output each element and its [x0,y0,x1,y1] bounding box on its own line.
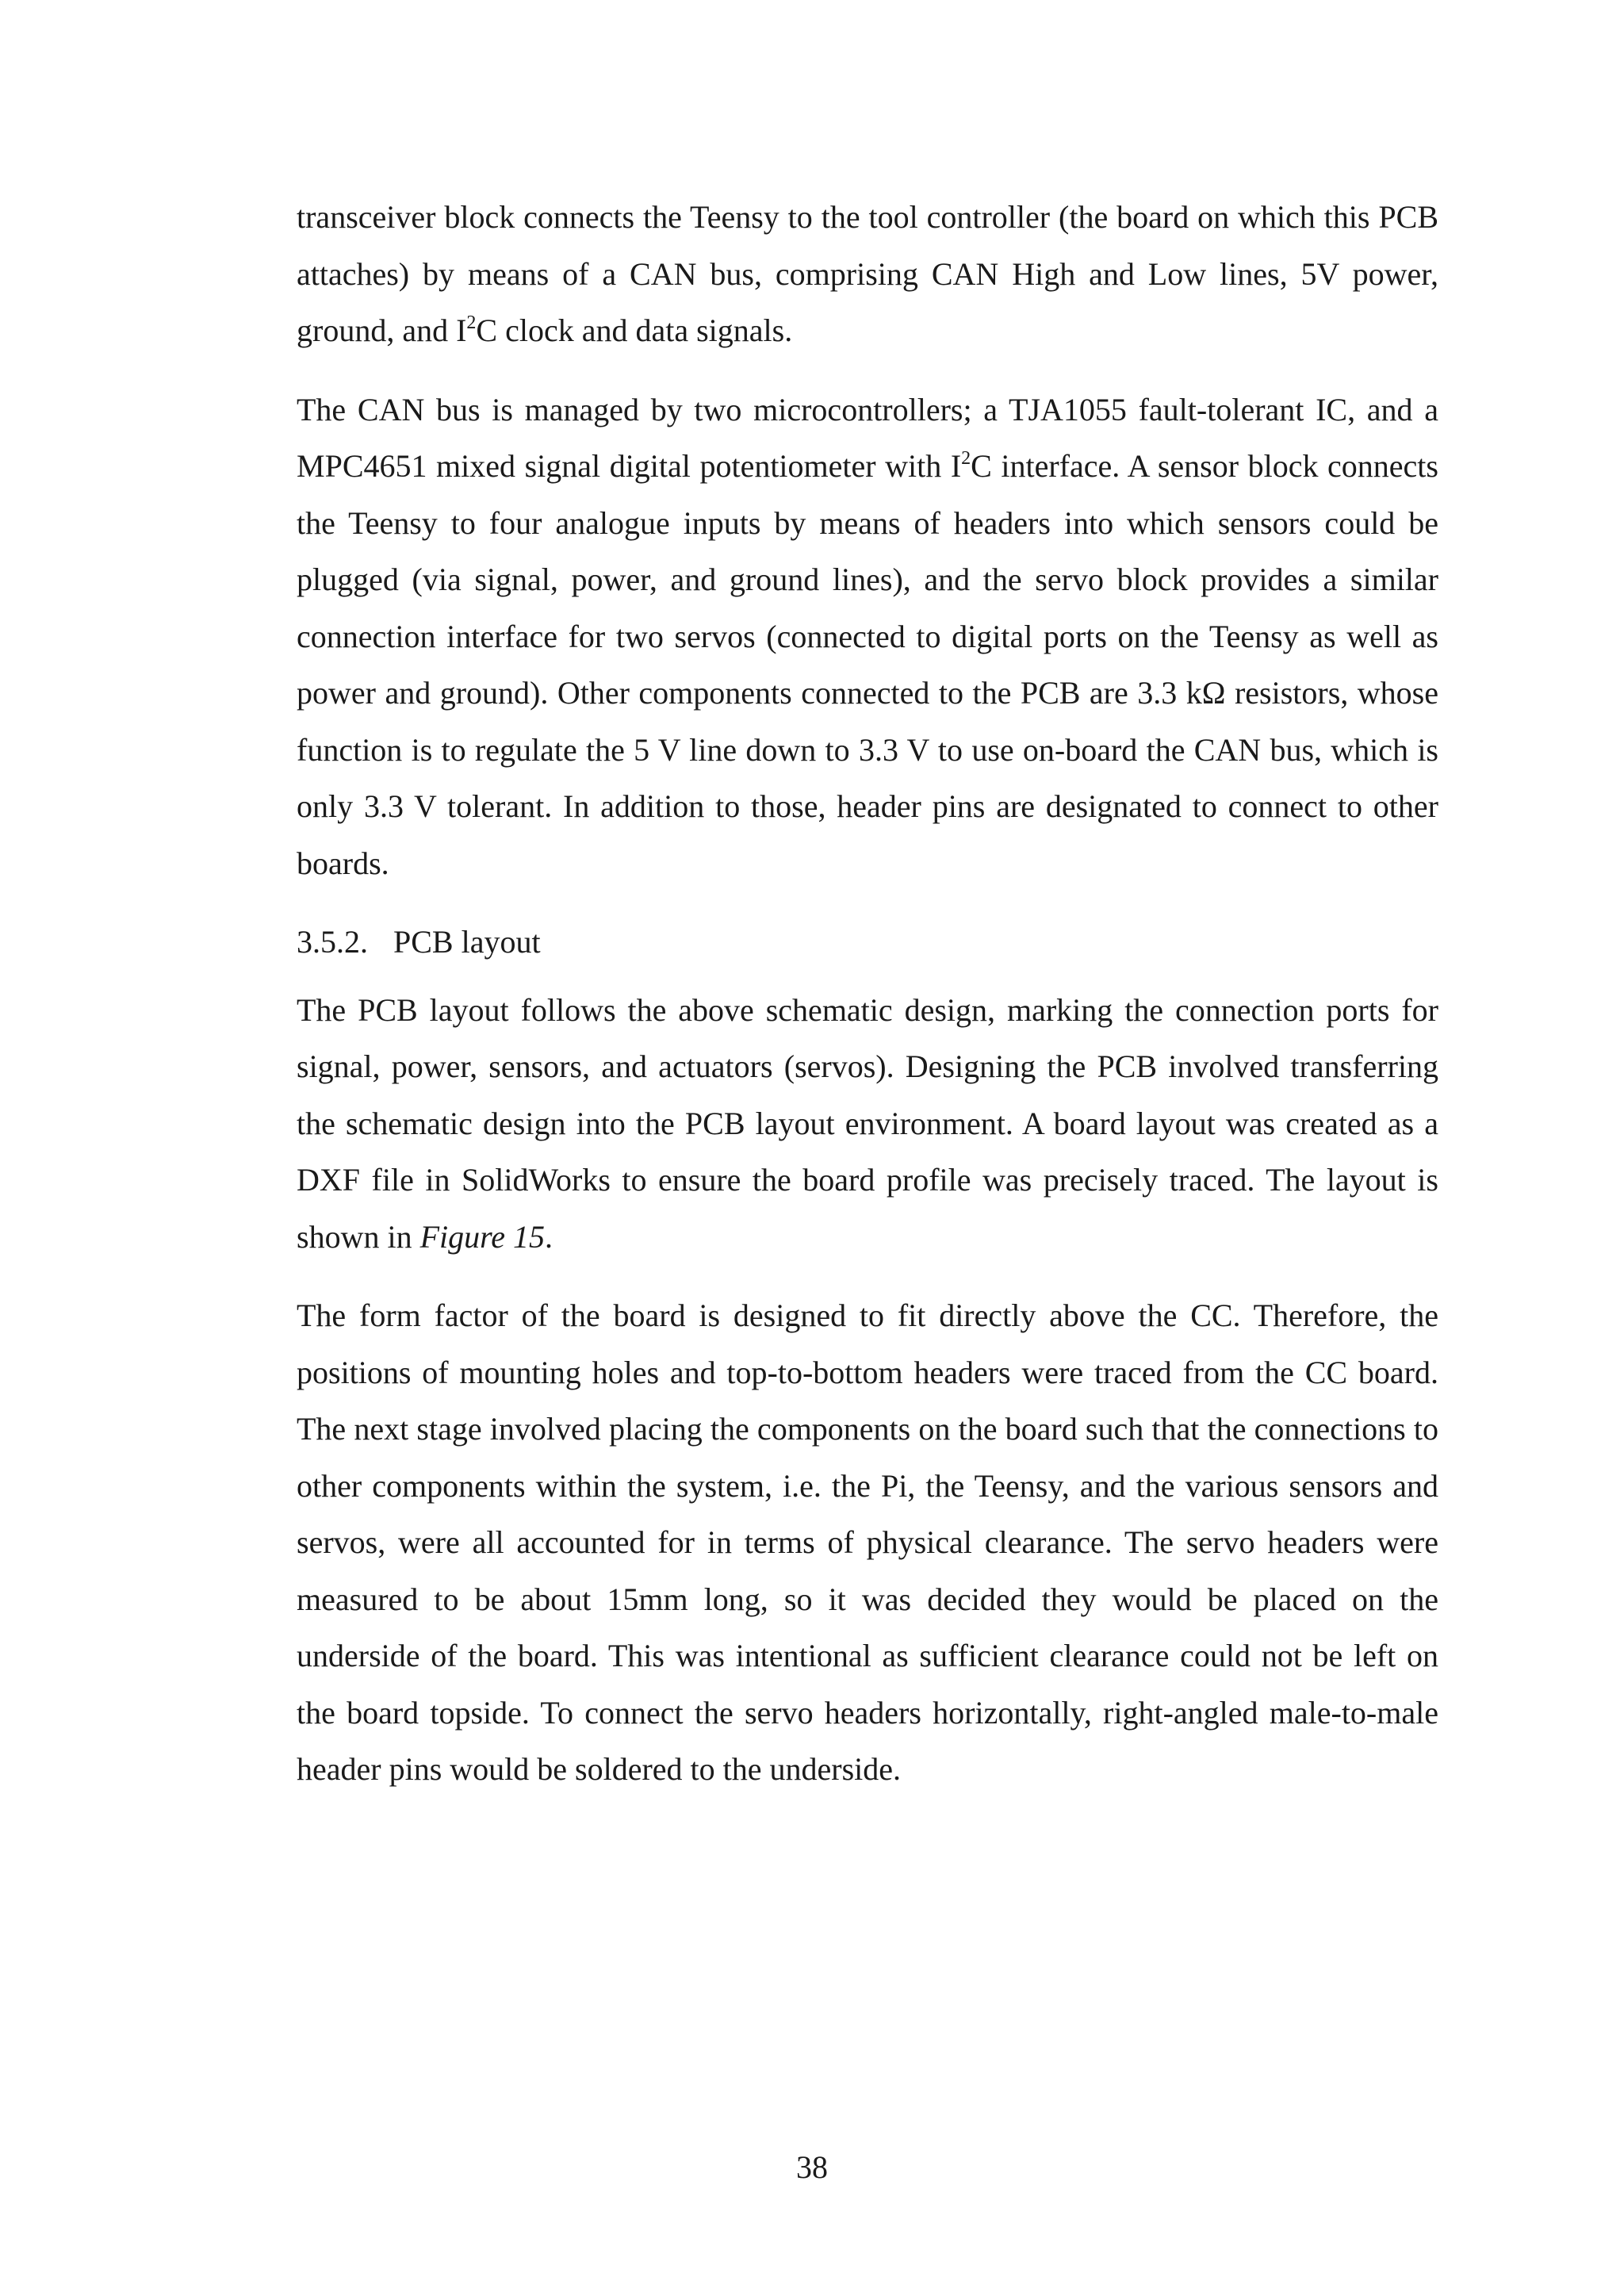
section-heading [297,914,1438,971]
page-body [297,189,1438,1798]
paragraph-form-factor [297,1287,1438,1798]
section-title: PCB layout [393,924,541,960]
paragraph-text: The CAN bus is managed by two microcontrollers; a TJA1055 fault-tolerant IC, and a MPC4651 mixed signal digital potentiometer with I [297,391,1438,484]
paragraph-text: C interface. A sensor block connects the Teensy to four analogue inputs by means of headers into which sensors could be plugged (via signal, power, and ground lines), and the servo block provides a similar connection interface for two servos (connected to digital ports on the Teensy as well as power and ground). Other components connected to the PCB are 3.3 kΩ resistors, whose function is to regulate the 5 V line down to 3.3 V to use on-board the CAN bus, which is only 3.3 V tolerant. In addition to those, header pins are designated to connect to other boards. [297,448,1438,881]
paragraph-pcb-layout [297,982,1438,1266]
paragraph-text: C clock and data signals. [476,312,793,348]
paragraph-text: . [544,1218,553,1255]
paragraph-can-transceiver [297,189,1438,359]
superscript: 2 [961,448,971,469]
figure-reference: Figure 15 [419,1218,545,1255]
superscript: 2 [466,312,477,333]
section-number: 3.5.2. [297,924,368,960]
paragraph-text: The form factor of the board is designed to fit directly above the CC. Therefore, the positions of mounting holes and top-to-bottom headers were traced from the CC board. The next stage involved placing the components on the board such that the connections to other components within the system, i.e. the Pi, the Teensy, and the various sensors and servos, were all accounted for in terms of physical clearance. The servo headers were measured to be about 15mm long, so it was decided they would be placed on the underside of the board. This was intentional as sufficient clearance could not be left on the board topside. To connect the servo headers horizontally, right-angled male-to-male header pins would be soldered to the underside. [297,1297,1438,1787]
page-number: 38 [796,2149,828,2185]
paragraph-text: The PCB layout follows the above schematic design, marking the connection ports for signal, power, sensors, and actuators (servos). Designing the PCB involved transferring the schematic design into the PCB layout environment. A board layout was created as a DXF file in SolidWorks to ensure the board profile was precisely traced. The layout is shown in [297,991,1438,1255]
paragraph-text: transceiver block connects the Teensy to the tool controller (the board on which this PCB attaches) by means of a CAN bus, comprising CAN High and Low lines, 5V power, ground, and I [297,199,1438,348]
paragraph-can-bus [297,381,1438,892]
